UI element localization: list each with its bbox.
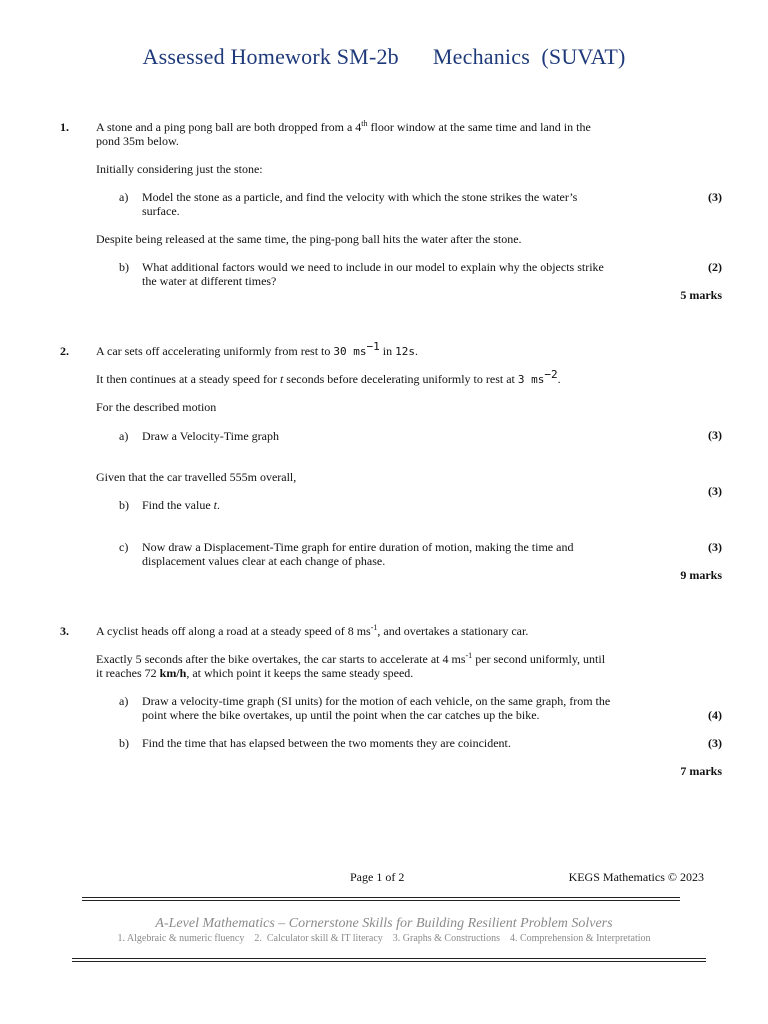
q3-line1-b: , and overtakes a stationary car. — [377, 624, 529, 638]
q2-part-c-text — [142, 540, 662, 568]
q3-line2-a: Exactly 5 seconds after the bike overtakes, the car starts to accelerate at 4 ms — [96, 652, 466, 666]
q2-part-b-text — [142, 498, 220, 512]
q2-b-text-t: t — [213, 498, 217, 512]
q1-part-b-marks: (2) — [708, 260, 722, 274]
q3-part-b-letter: b) — [119, 736, 129, 750]
q2-line1-c: . — [414, 344, 418, 358]
q1-part-b-text — [142, 260, 662, 288]
q1-part-a-letter: a) — [119, 190, 129, 204]
question-1-middle: Despite being released at the same time, the ping-pong ball hits the water after the stone. — [96, 232, 522, 246]
question-2-line2 — [96, 368, 676, 387]
footer-rule-top-1 — [82, 897, 680, 898]
q2-velocity: 30 ms — [333, 345, 367, 358]
q2-line2-a: It then continues at a steady speed for — [96, 372, 280, 386]
q1-total-marks: 5 marks — [680, 288, 722, 302]
q1-intro-line2: pond 35m below. — [96, 134, 179, 148]
q1-intro-part-b: floor window at the same time and land in the — [367, 120, 591, 134]
question-2-number: 2. — [60, 344, 69, 358]
footer-rule-top-2 — [82, 900, 680, 901]
q2-line2-t: t — [279, 372, 284, 386]
title-left: Assessed Homework SM-2b — [142, 44, 399, 69]
q2-line2-c: . — [557, 372, 561, 386]
question-3-line1 — [96, 624, 676, 638]
q2-total-marks: 9 marks — [680, 568, 722, 582]
q2-part-b-letter: b) — [119, 498, 129, 512]
q2-b-text-b: . — [217, 498, 220, 512]
page-number: Page 1 of 2 — [350, 870, 405, 884]
question-2-line1 — [96, 340, 656, 359]
q2-part-a-marks: (3) — [708, 428, 722, 442]
page-title — [0, 44, 768, 70]
q1-part-a-text — [142, 190, 662, 218]
q2-part-c-letter: c) — [119, 540, 129, 554]
copyright: KEGS Mathematics © 2023 — [568, 870, 704, 884]
q3-a-line2: point where the bike overtakes, up until the point when the car catches up the bike. — [142, 708, 540, 722]
question-1-intro — [96, 120, 656, 148]
q2-line1-b: in — [379, 344, 396, 358]
q2-b-text-a: Find the value — [142, 498, 214, 512]
q1-intro-sup: th — [361, 119, 368, 128]
q2-time: 12s — [395, 345, 415, 358]
footer-rule-bottom-1 — [72, 958, 706, 959]
q3-part-b-marks: (3) — [708, 736, 722, 750]
q2-part-b-marks: (3) — [708, 484, 722, 498]
question-3-line2 — [96, 652, 676, 680]
q1-a-line1: Model the stone as a particle, and find the velocity with which the stone strikes the water’s — [142, 190, 578, 204]
q1-part-b-letter: b) — [119, 260, 129, 274]
q2-line2-b: seconds before decelerating uniformly to rest at — [283, 372, 518, 386]
q3-line3-a: it reaches 72 — [96, 666, 160, 680]
question-3-number: 3. — [60, 624, 69, 638]
q3-part-b-text: Find the time that has elapsed between the two moments they are coincident. — [142, 736, 511, 750]
q3-part-a-text — [142, 694, 662, 722]
q3-line3-b: , at which point it keeps the same steady speed. — [186, 666, 414, 680]
banner-skills: 1. Algebraic & numeric fluency 2. Calculator skill & IT literacy 3. Graphs & Constructions 4. Comprehension & Interpretation — [117, 933, 651, 944]
q3-line1-sup: -1 — [370, 623, 378, 632]
question-1-context: Initially considering just the stone: — [96, 162, 263, 176]
title-right: Mechanics (SUVAT) — [432, 44, 626, 69]
banner-title: A-Level Mathematics – Cornerstone Skills for Building Resilient Problem Solvers — [155, 916, 613, 931]
q1-b-line2: the water at different times? — [142, 274, 277, 288]
q3-part-a-letter: a) — [119, 694, 129, 708]
question-2-context: For the described motion — [96, 400, 217, 414]
q1-a-line2: surface. — [142, 204, 180, 218]
q1-intro-part-a: A stone and a ping pong ball are both dropped from a 4 — [96, 120, 362, 134]
q3-total-marks: 7 marks — [680, 764, 722, 778]
q3-line2-sup: -1 — [465, 651, 473, 660]
q3-line3-unit: km/h — [159, 666, 187, 680]
footer-rule-bottom-2 — [72, 961, 706, 962]
q1-b-line1: What additional factors would we need to include in our model to explain why the objects strike — [142, 260, 604, 274]
q2-part-a-letter: a) — [119, 429, 129, 443]
question-1-number: 1. — [60, 120, 69, 134]
q2-c-line1: Now draw a Displacement-Time graph for entire duration of motion, making the time and — [142, 540, 574, 554]
q2-deceleration: 3 ms — [517, 373, 545, 386]
q2-deceleration-sup: −2 — [544, 368, 558, 381]
q3-part-a-marks: (4) — [708, 708, 722, 722]
q2-velocity-sup: −1 — [366, 340, 380, 353]
q3-a-line1: Draw a velocity-time graph (SI units) for the motion of each vehicle, on the same graph, from the — [142, 694, 611, 708]
q2-c-line2: displacement values clear at each change of phase. — [142, 554, 386, 568]
q2-part-a-text: Draw a Velocity-Time graph — [142, 429, 279, 443]
q1-part-a-marks: (3) — [708, 190, 722, 204]
q2-part-c-marks: (3) — [708, 540, 722, 554]
question-2-given: Given that the car travelled 555m overall, — [96, 470, 297, 484]
q3-line1-a: A cyclist heads off along a road at a steady speed of 8 ms — [96, 624, 371, 638]
q3-line2-b: per second uniformly, until — [472, 652, 606, 666]
q2-line1-a: A car sets off accelerating uniformly from rest to — [96, 344, 334, 358]
